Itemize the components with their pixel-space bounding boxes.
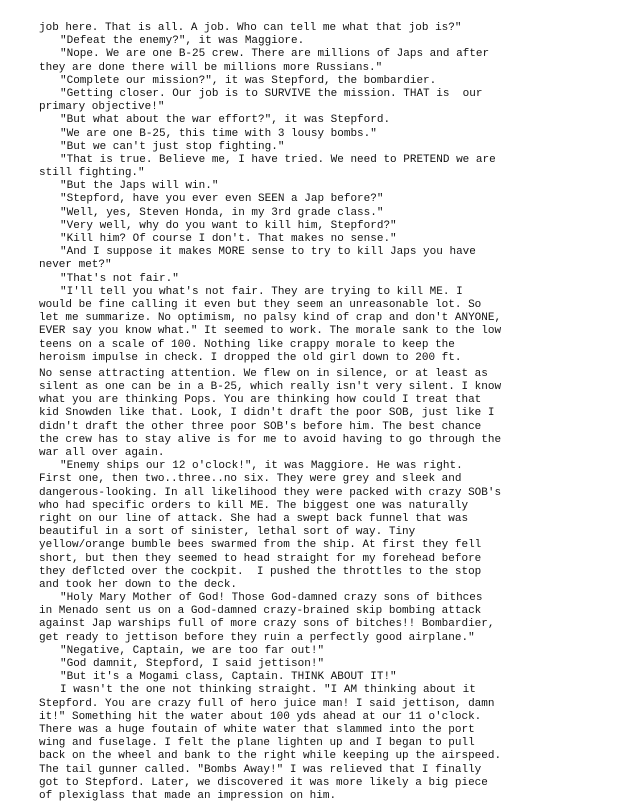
text-line: "That is true. Believe me, I have tried. We need to PRETEND we are	[60, 153, 496, 166]
text-line: who had specific orders to kill ME. The biggest one was naturally	[39, 499, 469, 512]
text-line: get ready to jettison before they ruin a perfectly good airplane."	[39, 631, 475, 644]
text-line: job here. That is all. A job. Who can tell me what that job is?"	[39, 22, 462, 34]
text-line: the crew has to stay alive is for me to avoid having to go through the	[39, 433, 502, 446]
text-line: I wasn't the one not thinking straight. "I AM thinking about it	[60, 684, 476, 697]
document-text	[39, 22, 501, 803]
text-line: right on our line of attack. She had a swept back funnel that was	[39, 512, 469, 525]
text-line: EVER say you know what." It seemed to work. The morale sank to the low	[39, 325, 502, 338]
text-line: The tail gunner called. "Bombs Away!" I was relieved that I finally	[39, 763, 482, 776]
text-line: got to Stepford. Later, we discovered it was more likely a big piece	[39, 776, 488, 789]
text-line: "Holy Mary Mother of God! Those God-damned crazy sons of bithces	[60, 592, 483, 605]
text-line: of plexiglass that made an impression on him.	[39, 789, 337, 802]
text-line: let me summarize. No optimism, no palsy kind of crap and don't ANYONE,	[39, 312, 502, 325]
text-line: war all over again.	[39, 447, 165, 459]
text-line: didn't draft the other three poor SOB's before him. The best chance	[39, 420, 482, 433]
text-line: short, but then they seemed to head straight for my forehead before	[39, 552, 482, 565]
text-line: No sense attracting attention. We flew on in silence, or at least as	[39, 367, 488, 380]
text-line: Stepford. You are crazy full of hero juice man! I said jettison, damn	[39, 697, 495, 710]
text-line: "But the Japs will win."	[60, 180, 219, 193]
text-line: "But we can't just stop fighting."	[60, 140, 285, 153]
text-line: silent as one can be in a B-25, which really isn't very silent. I know	[39, 381, 502, 394]
text-line: "Well, yes, Steven Honda, in my 3rd grade class."	[60, 206, 384, 219]
text-line: kid Snowden like that. Look, I didn't draft the poor SOB, just like I	[39, 407, 495, 420]
text-line: against Jap warships full of more crazy sons of bitches!! Bombardier,	[39, 618, 495, 631]
text-line: wing and fuselage. I felt the plane lighten up and I began to pull	[39, 737, 475, 750]
text-line: primary objective!"	[39, 101, 165, 114]
text-line: beautiful in a sort of sinister, lethal sort of way. Tiny	[39, 526, 416, 539]
text-line: "God damnit, Stepford, I said jettison!"	[60, 658, 325, 670]
text-line: dangerous-looking. In all likelihood they were packed with crazy SOB's	[39, 486, 502, 499]
text-line: "That's not fair."	[60, 272, 179, 285]
text-line: "Kill him? Of course I don't. That makes no sense."	[60, 233, 397, 245]
text-line: "But it's a Mogami class, Captain. THINK ABOUT IT!"	[60, 671, 397, 684]
text-line: back on the wheel and bank to the right while keeping up the airspeed.	[39, 750, 502, 763]
text-line: "And I suppose it makes MORE sense to try to kill Japs you have	[60, 246, 476, 259]
text-line: "Very well, why do you want to kill him, Stepford?"	[60, 219, 397, 232]
text-line: "Stepford, have you ever even SEEN a Jap before?"	[60, 193, 384, 206]
text-line: "Getting closer. Our job is to SURVIVE the mission. THAT is our	[60, 87, 483, 100]
text-line: "Defeat the enemy?", it was Maggiore.	[60, 35, 305, 48]
text-line: "I'll tell you what's not fair. They are trying to kill ME. I	[60, 285, 463, 298]
text-line: what you are thinking Pops. You are thinking how could I treat that	[39, 394, 482, 407]
text-line: "But what about the war effort?", it was Stepford.	[60, 114, 391, 127]
text-line: "Enemy ships our 12 o'clock!", it was Maggiore. He was right.	[60, 460, 463, 473]
text-line: never met?"	[39, 259, 112, 272]
text-line: and took her down to the deck.	[39, 578, 238, 591]
text-line: they deflcted over the cockpit. I pushed the throttles to the stop	[39, 565, 482, 578]
text-line: "Nope. We are one B-25 crew. There are millions of Japs and after	[60, 48, 490, 61]
text-line: "We are one B-25, this time with 3 lousy bombs."	[60, 127, 377, 140]
text-line: "Complete our mission?", it was Stepford, the bombardier.	[60, 74, 437, 87]
text-line: yellow/orange bumble bees swarmed from the ship. At first they fell	[39, 539, 482, 552]
text-line: in Menado sent us on a God-damned crazy-brained skip bombing attack	[39, 605, 482, 618]
text-line: they are done there will be millions more Russians."	[39, 61, 383, 74]
text-line: First one, then two..three..no six. They were grey and sleek and	[39, 473, 462, 486]
text-line: teens on a scale of 100. Nothing like crappy morale to keep the	[39, 338, 455, 351]
text-line: heroism impulse in check. I dropped the old girl down to 200 ft.	[39, 351, 462, 364]
text-line: would be fine calling it even but they seem an unreasonable lot. So	[39, 298, 482, 311]
text-line: "Negative, Captain, we are too far out!"	[60, 644, 325, 657]
text-line: still fighting."	[39, 167, 145, 180]
text-line: There was a huge foutain of white water that slammed into the port	[39, 723, 475, 736]
text-line: it!" Something hit the water about 100 yds ahead at our 11 o'clock.	[39, 710, 482, 723]
